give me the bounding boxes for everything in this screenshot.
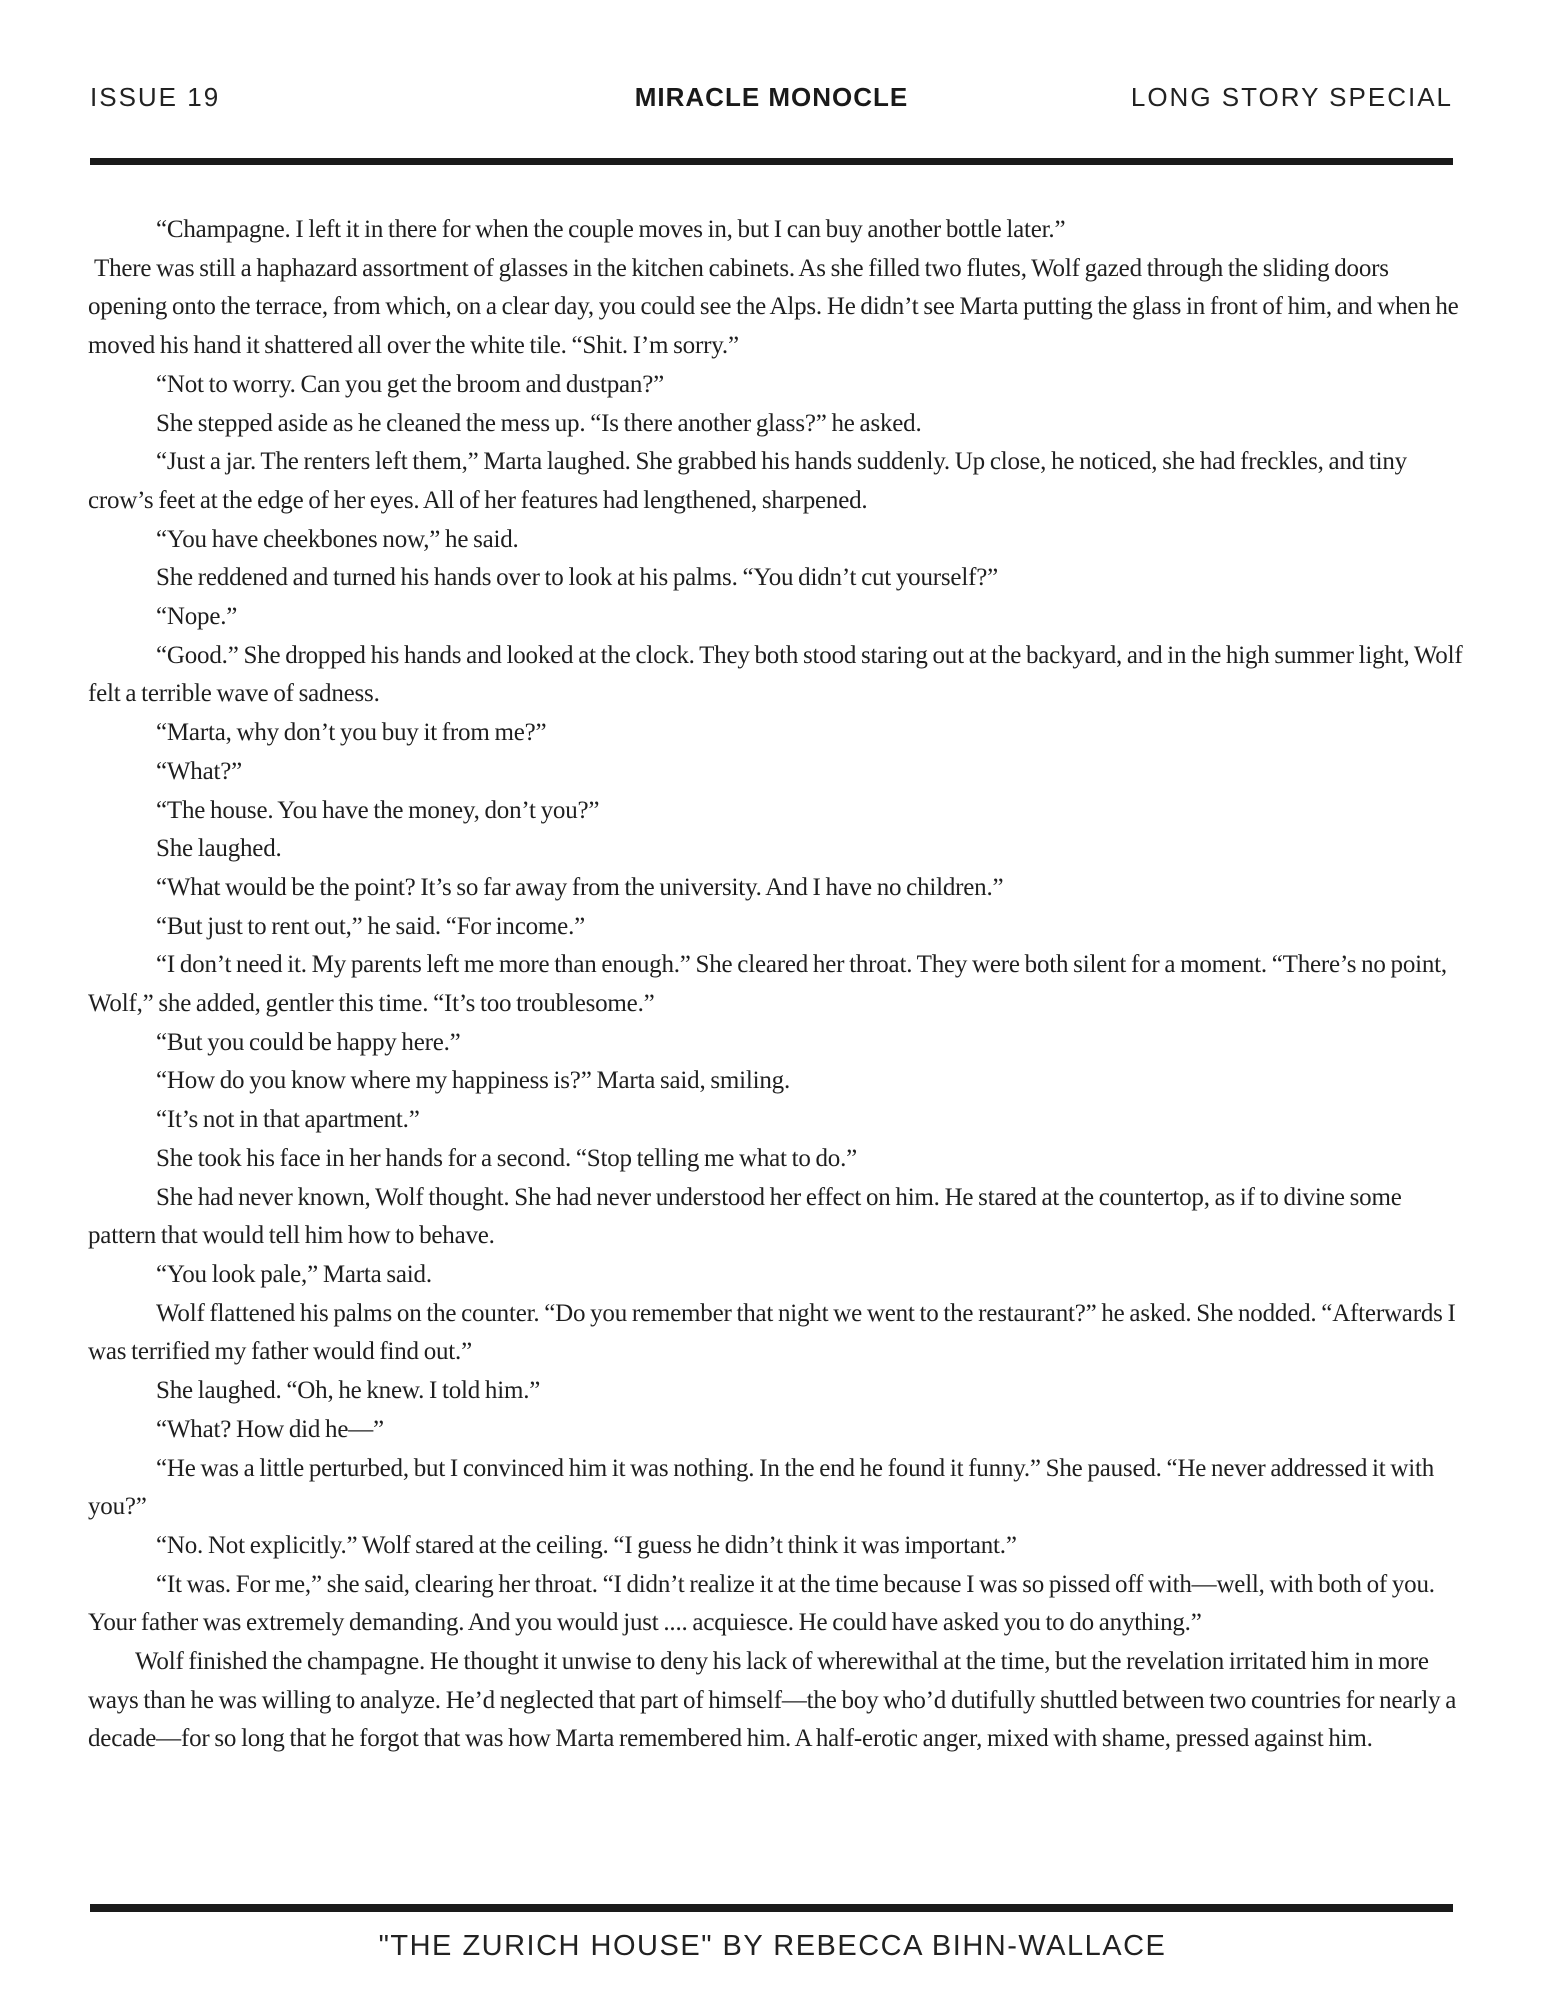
- story-body: [88, 211, 1470, 1759]
- story-paragraph: “You look pale,” Marta said.: [156, 1260, 432, 1288]
- footer-rule: [90, 1904, 1453, 1912]
- issue-label: ISSUE 19: [90, 82, 221, 112]
- story-paragraph: She laughed. “Oh, he knew. I told him.”: [156, 1377, 541, 1405]
- section-label: LONG STORY SPECIAL: [1130, 82, 1453, 112]
- story-paragraph: “What would be the point? It’s so far away from the university. And I have no children.”: [156, 873, 1004, 901]
- story-paragraph: “No. Not explicitly.” Wolf stared at the ceiling. “I guess he didn’t think it was important.”: [156, 1531, 1017, 1559]
- story-paragraph: “Good.” She dropped his hands and looked at the clock. They both stood staring out at the backyard, and in the high summer light, Wolf felt a terrible wave of sadness.: [88, 641, 1463, 708]
- story-paragraph: “Champagne. I left it in there for when the couple moves in, but I can buy another bottle later.”: [156, 216, 1066, 243]
- story-paragraph: She reddened and turned his hands over to look at his palms. “You didn’t cut yourself?”: [156, 564, 998, 592]
- story-paragraph: “Nope.”: [156, 603, 238, 631]
- story-paragraph: “Not to worry. Can you get the broom and dustpan?”: [156, 370, 665, 398]
- story-paragraph: She took his face in her hands for a second. “Stop telling me what to do.”: [156, 1144, 858, 1172]
- story-paragraph: “Marta, why don’t you buy it from me?”: [156, 719, 547, 747]
- story-paragraph: “But just to rent out,” he said. “For income.”: [156, 912, 586, 940]
- story-paragraph: “What? How did he—”: [156, 1415, 384, 1443]
- story-paragraph: “The house. You have the money, don’t you?”: [156, 796, 600, 824]
- story-paragraph: “What?”: [156, 757, 243, 785]
- story-paragraph: “Just a jar. The renters left them,” Marta laughed. She grabbed his hands suddenly. Up close, he noticed, she had freckles, and tiny crow’s feet at the edge of her eyes. All of her features had lengthened, sharpened.: [88, 448, 1407, 514]
- story-paragraph: She had never known, Wolf thought. She had never understood her effect on him. He stared at the countertop, as if to divine some pattern that would tell him how to behave.: [88, 1183, 1402, 1250]
- story-paragraph: “It was. For me,” she said, clearing her throat. “I didn’t realize it at the time because I was so pissed off with—well, with both of you. Your father was extremely demanding. And you would just .... acquiesce. He could have asked you to do anything.”: [88, 1570, 1435, 1637]
- story-paragraph: “He was a little perturbed, but I convinced him it was nothing. In the end he found it funny.” She paused. “He never addressed it with you?”: [88, 1454, 1435, 1521]
- story-paragraph: Wolf finished the champagne. He thought it unwise to deny his lack of wherewithal at the time, but the revelation irritated him in more ways than he was willing to analyze. He’d neglected that part of himself—the boy who’d dutifully shuttled between two countries for nearly a decade—for so long that he forgot that was how Marta remembered him. A half-erotic anger, mixed with shame, pressed against him.: [88, 1648, 1457, 1753]
- story-paragraph: She laughed.: [156, 835, 282, 863]
- story-paragraph: “But you could be happy here.”: [156, 1028, 461, 1056]
- story-paragraph: Wolf flattened his palms on the counter. “Do you remember that night we went to the restaurant?” he asked. She nodded. “Afterwards I was terrified my father would find out.”: [88, 1299, 1456, 1366]
- header-rule: [90, 158, 1453, 165]
- magazine-title: MIRACLE MONOCLE: [634, 82, 909, 112]
- story-byline: "THE ZURICH HOUSE" BY REBECCA BIHN-WALLACE: [378, 1930, 1167, 1962]
- story-paragraph: “You have cheekbones now,” he said.: [156, 525, 519, 553]
- story-paragraph: “It’s not in that apartment.”: [156, 1106, 420, 1134]
- running-header: [90, 82, 1453, 113]
- story-paragraph: There was still a haphazard assortment of glasses in the kitchen cabinets. As she filled two flutes, Wolf gazed through the sliding doors opening onto the terrace, from which, on a clear day, you could see the Alps. He didn’t see Marta putting the glass in front of him, and when he moved his hand it shattered all over the white tile. “Shit. I’m sorry.”: [88, 254, 1459, 360]
- story-paragraph: “I don’t need it. My parents left me more than enough.” She cleared her throat. They were both silent for a moment. “There’s no point, Wolf,” she added, gentler this time. “It’s too troublesome.”: [88, 951, 1447, 1018]
- story-paragraph: “How do you know where my happiness is?” Marta said, smiling.: [156, 1067, 791, 1095]
- story-paragraph: She stepped aside as he cleaned the mess up. “Is there another glass?” he asked.: [156, 409, 922, 437]
